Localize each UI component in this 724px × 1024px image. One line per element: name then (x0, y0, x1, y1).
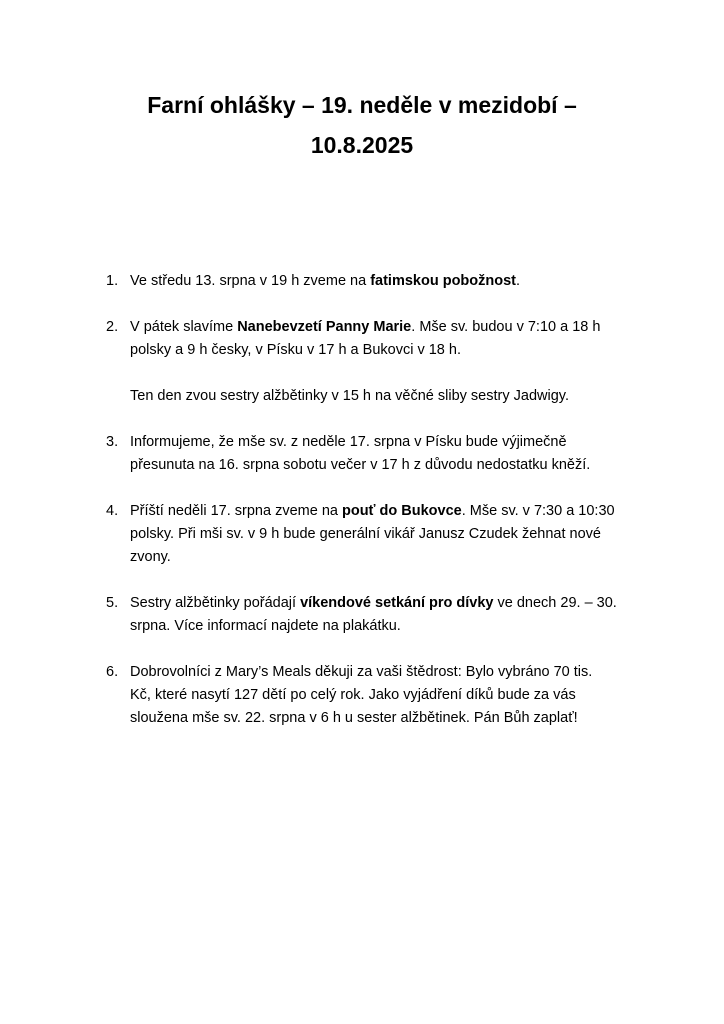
item-number: 1. (106, 273, 119, 289)
text-run: Příští neděli 17. srpna zveme na (130, 503, 342, 519)
item-line: Ten den zvou sestry alžbětinky v 15 h na věčné sliby sestry Jadwigy. (130, 388, 569, 404)
item-line: srpna. Více informací najdete na plakátku. (130, 618, 401, 634)
bold-text: víkendové setkání pro dívky (300, 595, 494, 611)
item-line: zvony. (130, 549, 171, 565)
item-number: 5. (106, 595, 119, 611)
bold-text: fatimskou pobožnost (370, 273, 517, 289)
text-run: ve dnech 29. – 30. (493, 595, 617, 611)
item-number: 2. (106, 319, 119, 335)
paragraph-gap (130, 362, 666, 385)
text-run: . Mše sv. budou v 7:10 a 18 h (411, 319, 601, 335)
text-run: . Mše sv. v 7:30 a 10:30 (461, 503, 615, 519)
item-line (130, 500, 666, 523)
item-number: 3. (106, 434, 119, 450)
item-line: polsky. Při mši sv. v 9 h bude generální vikář Janusz Czudek žehnat nové (130, 526, 601, 542)
item-line (130, 270, 666, 293)
announcement-item-1 (106, 270, 666, 293)
item-line: polsky a 9 h česky, v Písku v 17 h a Bukovci v 18 h. (130, 342, 461, 358)
item-number: 4. (106, 503, 119, 519)
item-line: Informujeme, že mše sv. z neděle 17. srpna v Písku bude výjimečně (130, 434, 567, 450)
item-line: Kč, které nasytí 127 dětí po celý rok. Jako vyjádření díků bude za vás (130, 687, 576, 703)
text-run: V pátek slavíme (130, 319, 238, 335)
announcement-item-4 (106, 500, 666, 569)
item-line: přesunuta na 16. srpna sobotu večer v 17 h z důvodu nedostatku kněží. (130, 457, 591, 473)
item-line (130, 592, 666, 615)
announcement-item-6 (106, 661, 666, 730)
title-line-1: Farní ohlášky – 19. neděle v mezidobí – (147, 92, 577, 118)
text-run: Sestry alžbětinky pořádají (130, 595, 301, 611)
announcement-item-2 (106, 316, 666, 408)
item-line: sloužena mše sv. 22. srpna v 6 h u sester alžbětinek. Pán Bůh zaplať! (130, 710, 578, 726)
bold-text: pouť do Bukovce (341, 503, 462, 519)
text-run: . (516, 273, 521, 289)
announcement-item-5 (106, 592, 666, 638)
item-number: 6. (106, 664, 119, 680)
bold-text: Nanebevzetí Panny Marie (237, 319, 412, 335)
item-line (130, 316, 666, 339)
page-title (0, 85, 724, 165)
text-run: Ve středu 13. srpna v 19 h zveme na (130, 273, 371, 289)
item-line: Dobrovolníci z Mary’s Meals děkuji za vaši štědrost: Bylo vybráno 70 tis. (130, 664, 593, 680)
announcement-item-3 (106, 431, 666, 477)
announcements-list (106, 270, 666, 753)
title-line-2: 10.8.2025 (310, 132, 414, 158)
